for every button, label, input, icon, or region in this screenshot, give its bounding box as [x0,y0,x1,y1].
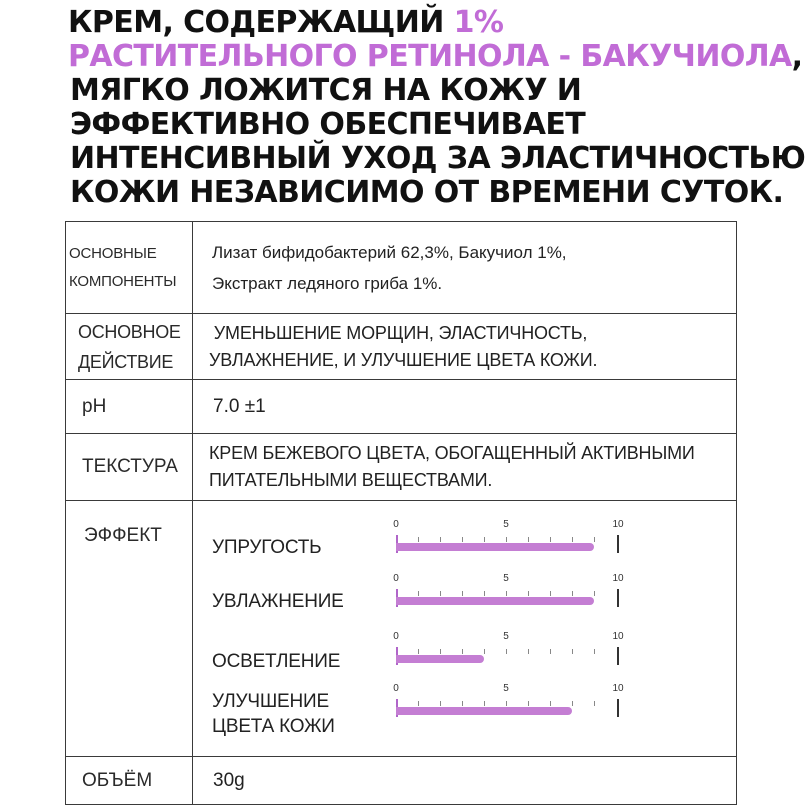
row-texture [66,434,737,501]
rating-bar [396,543,594,551]
effect-row [193,515,738,575]
rating-scale [393,631,624,669]
scale-tick [418,649,419,654]
ph-value-cell [193,380,737,434]
scale-tick [462,591,463,596]
scale-tick [594,701,595,706]
scale-tick [440,701,441,706]
scale-tick-label: 10 [612,631,624,642]
effect-value-cell [193,501,737,757]
spec-table [65,221,737,805]
scale-tick [462,537,463,542]
components-value-line-1: Лизат бифидобактерий 62,3%, Бакучиол 1%, [212,242,567,262]
effect-label: ЭФФЕКТ [84,525,162,546]
headline-line-1 [68,6,788,40]
scale-tick [528,591,529,596]
scale-tick [550,537,551,542]
rating-scale [393,519,624,557]
scale-tick [506,649,507,654]
volume-label: ОБЪЁМ [82,769,153,791]
scale-tick [572,591,573,596]
scale-tick-label: 10 [612,683,624,694]
scale-tick [594,591,595,596]
volume-value-cell [193,757,737,805]
rating-scale [393,573,624,611]
scale-tick [528,649,529,654]
headline-line-6: КОЖИ НЕЗАВИСИМО ОТ ВРЕМЕНИ СУТОК. [70,175,784,210]
scale-tick-label: 0 [393,683,399,694]
action-label-cell [66,314,193,380]
scale-tick [484,649,485,654]
scale-tick [528,537,529,542]
headline-line-4: ЭФФЕКТИВНО ОБЕСПЕЧИВАЕТ [70,107,586,142]
row-volume [66,757,737,805]
scale-tick-label: 5 [503,573,509,584]
row-effect [66,501,737,757]
components-value [193,237,736,299]
scale-tick [550,701,551,706]
ph-label: pH [82,395,107,417]
scale-tick [484,701,485,706]
action-label [66,317,192,377]
scale-tick [462,649,463,654]
effect-name [212,535,321,560]
headline [68,5,805,210]
headline-line-5: ИНТЕНСИВНЫЙ УХОД ЗА ЭЛАСТИЧНОСТЬЮ [70,141,805,176]
action-label-line-1: ОСНОВНОЕ [78,321,181,342]
scale-end-cap [617,535,619,553]
scale-tick-label: 5 [503,683,509,694]
scale-tick [528,701,529,706]
action-value [193,320,736,374]
headline-line-1-text: КРЕМ, СОДЕРЖАЩИЙ [68,5,454,40]
scale-tick [506,591,507,596]
effect-name [212,589,344,614]
scale-end-cap [617,647,619,665]
rating-bar [396,655,484,663]
scale-tick-label: 10 [612,573,624,584]
scale-tick-label: 0 [393,631,399,642]
headline-line-3: МЯГКО ЛОЖИТСЯ НА КОЖУ И [70,73,582,108]
headline-comma: , [791,39,803,74]
scale-end-cap [617,589,619,607]
texture-value-cell [193,434,737,501]
scale-tick [484,537,485,542]
scale-tick [484,591,485,596]
scale-tick-label: 5 [503,631,509,642]
effect-name [212,649,340,674]
scale-tick [506,701,507,706]
components-label-cell [66,222,193,314]
effect-name-line-1: ОСВЕТЛЕНИЕ [212,651,341,672]
action-value-cell [193,314,737,380]
scale-tick [572,537,573,542]
effect-label-cell [66,501,193,757]
scale-tick [550,649,551,654]
texture-label: ТЕКСТУРА [82,456,178,477]
scale-tick-label: 10 [612,519,624,530]
texture-value-line-1: КРЕМ БЕЖЕВОГО ЦВЕТА, ОБОГАЩЕННЫЙ АКТИВНЫМИ [209,443,695,463]
headline-accent-ingredient: РАСТИТЕЛЬНОГО РЕТИНОЛА - БАКУЧИОЛА [68,39,792,74]
rating-bar [396,707,572,715]
texture-label-cell [66,434,193,501]
effect-name-line-1: УВЛАЖНЕНИЕ [212,591,344,612]
texture-value-line-2: ПИТАТЕЛЬНЫМИ ВЕЩЕСТВАМИ. [209,470,493,490]
scale-tick [418,701,419,706]
scale-tick [418,591,419,596]
components-label-line-1: ОСНОВНЫЕ [69,244,157,262]
scale-tick [462,701,463,706]
scale-tick-label: 5 [503,519,509,530]
rating-bar [396,597,594,605]
headline-line-2 [68,39,803,74]
effect-row [193,627,738,687]
scale-tick-label: 0 [393,573,399,584]
action-value-line-1: УМЕНЬШЕНИЕ МОРЩИН, ЭЛАСТИЧНОСТЬ, [209,322,588,343]
components-label-line-2: КОМПОНЕНТЫ [69,272,177,290]
texture-value [193,440,736,494]
action-value-line-2: УВЛАЖНЕНИЕ, И УЛУЧШЕНИЕ ЦВЕТА КОЖИ. [209,349,598,370]
scale-tick [506,537,507,542]
headline-accent-percent: 1% [453,5,504,40]
scale-tick-label: 0 [393,519,399,530]
volume-value: 30g [213,769,245,791]
row-ph [66,380,737,434]
scale-tick [440,537,441,542]
volume-label-cell [66,757,193,805]
scale-tick [550,591,551,596]
effect-name [212,689,335,739]
components-label [66,240,192,296]
scale-tick [440,649,441,654]
rating-scale [393,683,624,721]
row-components [66,222,737,314]
scale-tick [440,591,441,596]
effect-row [193,679,738,739]
scale-tick [418,537,419,542]
effect-row [193,569,738,629]
ph-label-cell [66,380,193,434]
row-action [66,314,737,380]
effect-list [193,501,736,756]
effect-name-line-1: УЛУЧШЕНИЕ [212,691,329,712]
action-label-line-2: ДЕЙСТВИЕ [78,351,174,372]
effect-name-line-2: ЦВЕТА КОЖИ [212,716,335,737]
ph-value: 7.0 ±1 [213,395,266,417]
components-value-line-2: Экстракт ледяного гриба 1%. [212,273,443,293]
scale-end-cap [617,699,619,717]
scale-tick [594,649,595,654]
scale-tick [572,649,573,654]
effect-name-line-1: УПРУГОСТЬ [212,537,322,558]
components-value-cell [193,222,737,314]
scale-tick [594,537,595,542]
scale-tick [572,701,573,706]
